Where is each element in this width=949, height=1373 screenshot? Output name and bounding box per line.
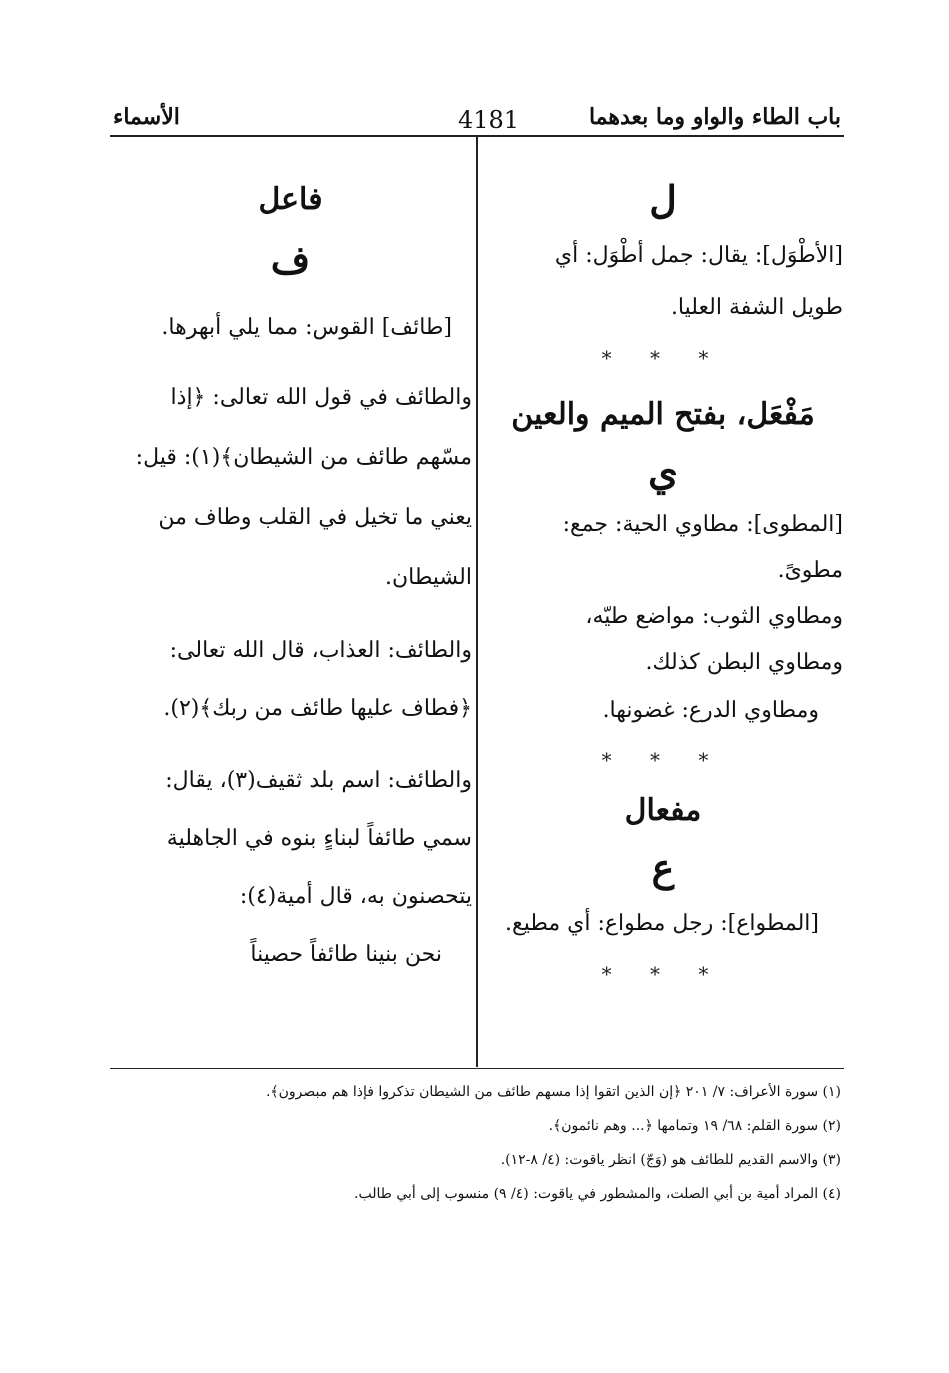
footnote-2: (٢) سورة القلم: ٦٨/ ١٩ وتمامها ﴿... وهم نائمون﴾. bbox=[548, 1118, 841, 1134]
entry-thawb-line2: ومطاوي البطن كذلك. bbox=[645, 650, 843, 675]
section-title-fail: فاعل bbox=[258, 182, 323, 217]
section-title-mafal: مَفْعَل، بفتح الميم والعين bbox=[511, 397, 815, 432]
footnote-3: (٣) والاسم القديم للطائف هو (وَجّ) انظر ياقوت: (٤/ ٨-١٢). bbox=[500, 1152, 841, 1168]
entry-taif-city-line2: سمي طائفاً لبناءٍ بنوه في الجاهلية bbox=[166, 826, 472, 851]
letter-ain: ع bbox=[651, 845, 675, 890]
verse: نحن بنينا طائفاً حصيناً bbox=[250, 942, 442, 967]
entry-taif-city-line1: والطائف: اسم بلد ثقيف(٣)، يقال: bbox=[165, 768, 472, 793]
entry-thawb-line1: ومطاوي الثوب: مواضع طيّه، bbox=[585, 604, 843, 629]
entry-dir: ومطاوي الدرع: غضونها. bbox=[602, 698, 819, 723]
column-divider bbox=[476, 137, 478, 1067]
entry-taif-shaytan-line1: والطائف في قول الله تعالى: ﴿إذا bbox=[170, 385, 472, 410]
chapter-header: باب الطاء والواو وما بعدهما bbox=[588, 104, 841, 130]
entry-taif-adhab-line2: ﴿فطاف عليها طائف من ربك﴾(٢). bbox=[163, 696, 472, 721]
separator-stars: * * * bbox=[601, 346, 725, 370]
page-number: 4181 bbox=[458, 106, 520, 134]
footnote-4: (٤) المراد أمية بن أبي الصلت، والمشطور في ياقوت: (٤/ ٩) منسوب إلى أبي طالب. bbox=[354, 1186, 841, 1202]
footnote-1: (١) سورة الأعراف: ٧/ ٢٠١ ﴿إن الذين اتقوا إذا مسهم طائف من الشيطان تذكروا فإذا هم مبصرون﴾. bbox=[265, 1084, 841, 1100]
entry-taif-shaytan-line2: مسّهم طائف من الشيطان﴾(١): قيل: bbox=[135, 445, 472, 470]
footnote-rule bbox=[110, 1068, 844, 1069]
entry-taif-adhab-line1: والطائف: العذاب، قال الله تعالى: bbox=[169, 638, 472, 663]
letter-fa: ف bbox=[270, 237, 311, 282]
left-column bbox=[109, 170, 472, 984]
entry-matwa-line2: مطوىً. bbox=[777, 558, 843, 583]
separator-stars: * * * bbox=[601, 748, 725, 772]
entry-taif-shaytan-line3: يعني ما تخيل في القلب وطاف من bbox=[158, 505, 472, 530]
entry-mitwa: [المطواع]: رجل مطواع: أي مطيع. bbox=[505, 911, 819, 936]
entry-taif-city-line3: يتحصنون به، قال أمية(٤): bbox=[239, 884, 472, 909]
section-title-mifal: مفعال bbox=[624, 793, 702, 828]
entry-taif-qaws: [طائف] القوس: مما يلي أبهرها. bbox=[161, 315, 452, 340]
right-column bbox=[483, 170, 843, 998]
entry-taif-shaytan-line4: الشيطان. bbox=[385, 565, 472, 590]
letter-ya: ي bbox=[648, 449, 678, 494]
entry-atwal-line2: طويل الشفة العليا. bbox=[670, 295, 843, 320]
separator-stars: * * * bbox=[601, 962, 725, 986]
entry-atwal-line1: [الأطْوَل]: يقال: جمل أطْوَل: أي bbox=[554, 243, 843, 268]
entry-matwa-line1: [المطوى]: مطاوي الحية: جمع: bbox=[562, 512, 843, 537]
section-header: الأسماء bbox=[113, 104, 180, 130]
letter-lam: ل bbox=[649, 177, 677, 222]
